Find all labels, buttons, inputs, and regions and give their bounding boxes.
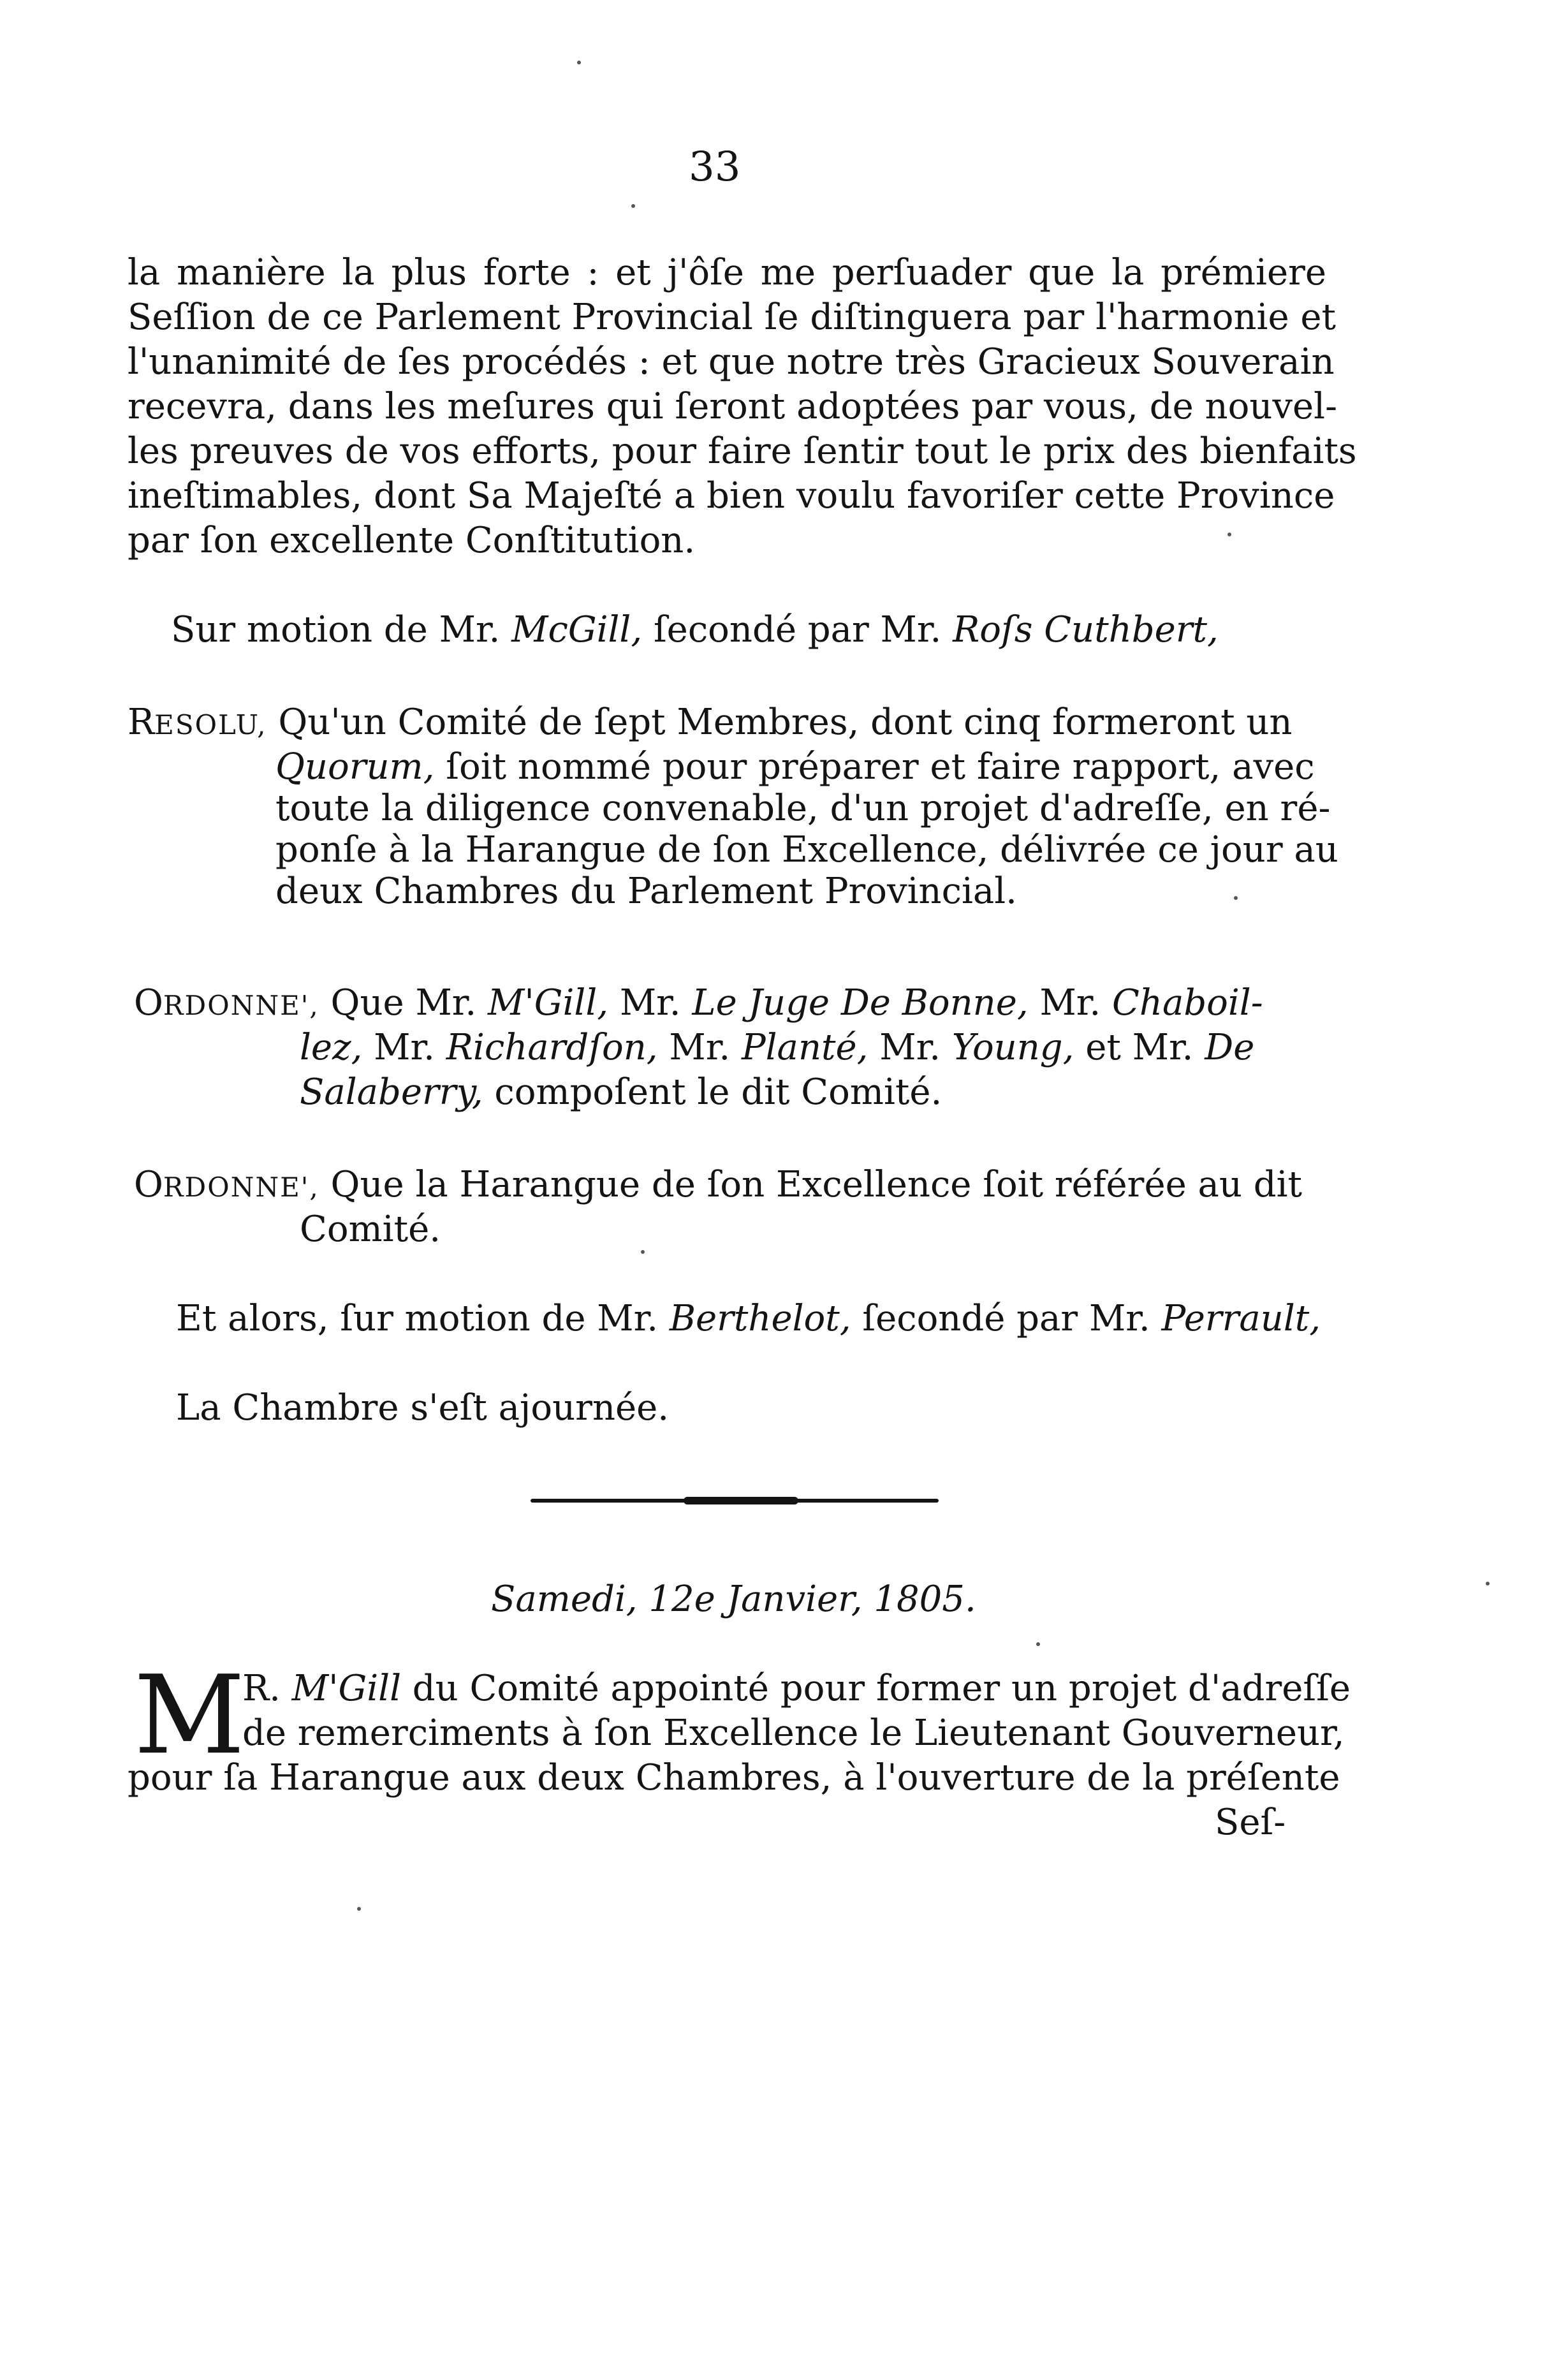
report-line-1 — [242, 1668, 1351, 1709]
mr-title: Mr. — [1039, 982, 1101, 1024]
speech-line-1: la manière la plus forte : et j'ôſe me perſuader que la prémiere — [128, 252, 1326, 293]
report-line-2: de remerciments à ſon Excellence le Lieutenant Gouverneur, — [242, 1712, 1345, 1754]
member-plante: Planté, — [741, 1027, 868, 1068]
member-salaberry-part1: De — [1205, 1027, 1255, 1068]
member-chaboillez-part2: lez, — [300, 1027, 363, 1068]
ordonne1-intro: Que Mr. — [330, 982, 477, 1024]
member-richardson: Richardſon, — [446, 1027, 658, 1068]
seconded-by-2: ſecondé par Mr. — [862, 1298, 1150, 1339]
speech-line-2: Seſſion de ce Parlement Provincial ſe diſtinguera par l'harmonie et — [128, 297, 1337, 338]
print-speck — [641, 1250, 645, 1254]
ordonne2-line-1 — [134, 1164, 1303, 1205]
speech-line-3: l'unanimité de ſes procédés : et que notre très Gracieux Souverain — [128, 341, 1335, 383]
quorum-word: Quorum, — [275, 746, 435, 788]
mr-title: Mr. — [879, 1027, 941, 1068]
report-mcgill: M'Gill — [291, 1668, 401, 1709]
drop-cap: M — [134, 1652, 245, 1779]
resolu-text-1: Qu'un Comité de ſept Membres, dont cinq formeront un — [278, 702, 1293, 743]
resolu-line-4: ponſe à la Harangue de ſon Excellence, délivrée ce jour au — [275, 829, 1338, 871]
et-mr: et Mr. — [1085, 1027, 1194, 1068]
adjournment-line: La Chambre s'eſt ajournée. — [176, 1387, 670, 1429]
print-speck — [577, 61, 581, 64]
ordonne1-end: compoſent le dit Comité. — [494, 1071, 942, 1113]
section-rule — [531, 1499, 939, 1503]
print-speck — [1234, 896, 1238, 900]
resolu-label — [128, 702, 267, 743]
resolu-line-3: toute la diligence convenable, d'un projet d'adreſſe, en ré- — [275, 788, 1331, 829]
speech-line-4: recevra, dans les meſures qui ſeront adoptées par vous, de nouvel- — [128, 386, 1337, 427]
mover-name: McGill, — [511, 609, 643, 651]
speech-line-6: ineſtimables, dont Sa Majeſté a bien voulu favoriſer cette Province — [128, 475, 1335, 517]
ordonne2-label-rest: RDONNE', — [163, 1172, 319, 1203]
ordonne1-line-3 — [300, 1071, 942, 1113]
date-day: Samedi, — [491, 1578, 638, 1620]
catchword: Seſ- — [1215, 1802, 1286, 1843]
motion-mcgill — [171, 609, 1219, 651]
report-r-label: R. — [242, 1668, 281, 1709]
resolu-label-rest: ESOLU, — [154, 709, 267, 740]
motion2-prefix: Et alors, ſur motion de Mr. — [176, 1298, 659, 1339]
ordonne1-label — [134, 982, 319, 1024]
ordonne1-line-1 — [134, 982, 1263, 1024]
seconder-name: Roſs Cuthbert, — [953, 609, 1219, 651]
mr-title: Mr. — [374, 1027, 435, 1068]
ordonne1-label-rest: RDONNE', — [163, 990, 319, 1021]
resolu-line-2 — [275, 746, 1315, 788]
date-month: Janvier, — [726, 1578, 863, 1620]
page-number: 33 — [689, 143, 741, 191]
ordonne1-label-cap: O — [134, 982, 163, 1024]
mr-title: Mr. — [669, 1027, 731, 1068]
print-speck — [1486, 1582, 1490, 1585]
motion-berthelot — [176, 1298, 1321, 1339]
member-mcgill: M'Gill, — [488, 982, 609, 1024]
member-de-bonne: Le Juge De Bonne, — [692, 982, 1029, 1024]
ordonne2-label-cap: O — [134, 1164, 163, 1205]
report-line-1-rest: du Comité appointé pour former un projet d'adreſſe — [412, 1668, 1351, 1709]
ordonne2-text-1: Que la Harangue de ſon Excellence ſoit référée au dit — [330, 1164, 1303, 1205]
date-heading — [491, 1578, 976, 1620]
member-young: Young, — [951, 1027, 1074, 1068]
member-chaboillez-part1: Chaboil- — [1112, 982, 1263, 1024]
speech-line-5: les preuves de vos efforts, pour faire ſentir tout le prix des bienfaits — [128, 430, 1357, 472]
print-speck — [1227, 533, 1231, 536]
print-speck — [357, 1907, 361, 1911]
speech-line-7: par ſon excellente Conſtitution. — [128, 520, 696, 561]
seconder2-name: Perrault, — [1161, 1298, 1321, 1339]
resolu-line-5: deux Chambres du Parlement Provincial. — [275, 871, 1017, 912]
mover2-name: Berthelot, — [669, 1298, 851, 1339]
mr-title: Mr. — [619, 982, 681, 1024]
member-salaberry-part2: Salaberry, — [300, 1071, 483, 1113]
report-line-3: pour ſa Harangue aux deux Chambres, à l'ouverture de la préſente — [128, 1757, 1340, 1799]
print-speck — [1036, 1642, 1040, 1646]
print-speck — [631, 204, 635, 208]
ordonne2-label — [134, 1164, 319, 1205]
seconded-by: ſecondé par Mr. — [653, 609, 942, 651]
resolu-line-1 — [128, 702, 1293, 743]
ordonne1-line-2 — [300, 1027, 1255, 1068]
date-year: 1805. — [874, 1578, 976, 1620]
motion-prefix: Sur motion de Mr. — [171, 609, 501, 651]
resolu-label-cap: R — [128, 702, 155, 743]
ordonne2-line-2: Comité. — [300, 1209, 441, 1250]
date-num: 12e — [648, 1578, 715, 1620]
resolu-text-2: ſoit nommé pour préparer et faire rapport, avec — [446, 746, 1315, 788]
